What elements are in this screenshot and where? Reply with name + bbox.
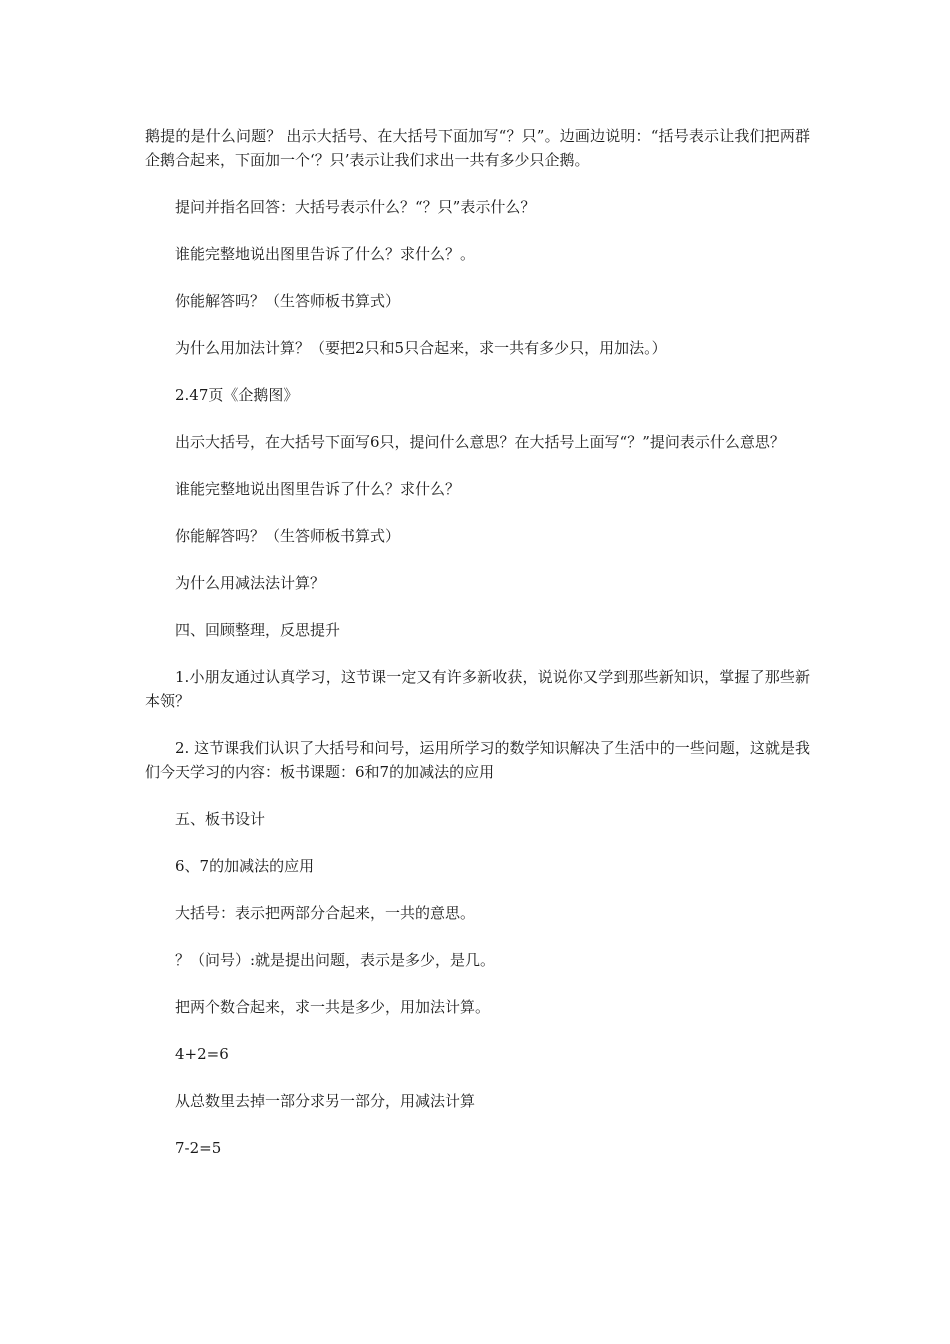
paragraph-describe-picture: 谁能完整地说出图里告诉了什么？求什么？。 xyxy=(175,245,476,263)
paragraph-can-you-solve-2: 你能解答吗？（生答师板书算式） xyxy=(175,527,401,545)
paragraph-show-brace-six: 出示大括号，在大括号下面写6只，提问什么意思？在大括号上面写“？”提问表示什么意思？ xyxy=(175,433,785,451)
paragraph-describe-picture-2: 谁能完整地说出图里告诉了什么？求什么？ xyxy=(175,480,461,498)
paragraph-ask-brace-meaning: 提问并指名回答：大括号表示什么？“？只”表示什么？ xyxy=(175,198,536,216)
board-subtraction-rule: 从总数里去掉一部分求另一部分，用减法计算 xyxy=(175,1092,476,1110)
board-addition-rule: 把两个数合起来，求一共是多少，用加法计算。 xyxy=(175,998,491,1016)
board-brace-definition: 大括号：表示把两部分合起来，一共的意思。 xyxy=(175,904,476,922)
paragraph-why-addition: 为什么用加法计算？（要把2只和5只合起来，求一共有多少只，用加法。） xyxy=(175,339,667,357)
paragraph-penguin-question-continued: 鹅提的是什么问题？ 出示大括号、在大括号下面加写“？只”。边画边说明：“括号表示让我们把两群企鹅合起来，下面加一个‘？只’表示让我们求出一共有多少只企鹅。 xyxy=(145,127,810,169)
section-heading-board-design: 五、板书设计 xyxy=(175,810,266,828)
paragraph-page-47-penguin: 2.47页《企鹅图》 xyxy=(175,386,299,404)
paragraph-review-2: 2. 这节课我们认识了大括号和问号，运用所学习的数学知识解决了生活中的一些问题，这就是我们今天学习的内容：板书课题：6和7的加减法的应用 xyxy=(145,739,810,781)
board-question-mark-definition: ？（问号）:就是提出问题，表示是多少，是几。 xyxy=(175,951,496,969)
board-addition-example: 4+2=6 xyxy=(175,1045,229,1063)
board-subtraction-example: 7-2=5 xyxy=(175,1139,222,1157)
document-body xyxy=(145,124,810,1183)
section-heading-review: 四、回顾整理，反思提升 xyxy=(175,621,341,639)
paragraph-can-you-solve: 你能解答吗？（生答师板书算式） xyxy=(175,292,401,310)
paragraph-review-1: 1.小朋友通过认真学习，这节课一定又有许多新收获，说说你又学到那些新知识，掌握了那些新本领？ xyxy=(145,668,810,710)
paragraph-why-subtraction: 为什么用减法法计算？ xyxy=(175,574,326,592)
board-title: 6、7的加减法的应用 xyxy=(175,857,315,875)
